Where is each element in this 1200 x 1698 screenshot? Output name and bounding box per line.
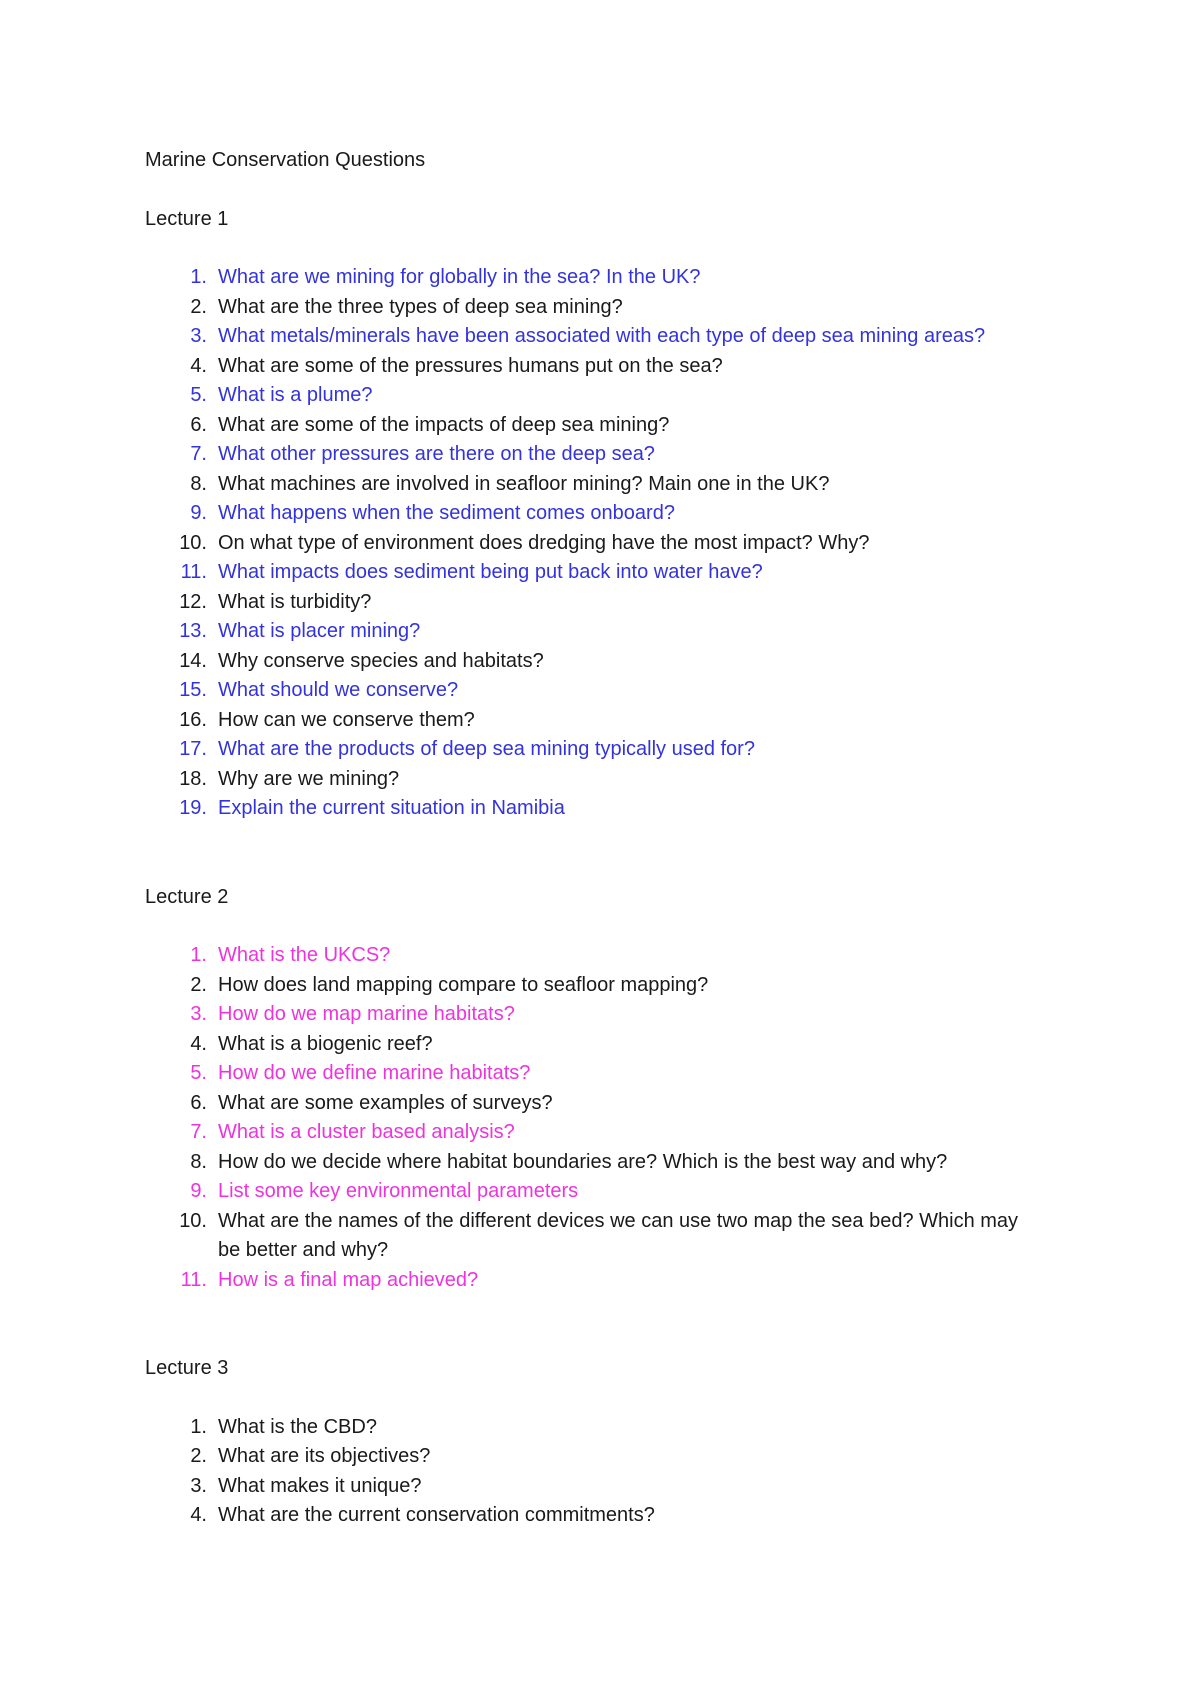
question-text: Why are we mining? <box>218 767 400 790</box>
question-text: How can we conserve them? <box>218 708 475 731</box>
question-text: On what type of environment does dredging have the most impact? Why? <box>218 531 870 554</box>
question-item <box>145 440 1045 470</box>
question-number: 19. <box>179 797 207 819</box>
question-item <box>145 1442 1045 1472</box>
question-number: 12. <box>179 590 207 613</box>
question-text: What are the products of deep sea mining typically used for? <box>218 738 755 760</box>
question-number: 8. <box>190 472 207 495</box>
question-number: 16. <box>179 708 207 731</box>
question-item <box>145 352 1045 382</box>
document-title: Marine Conservation Questions <box>145 149 426 171</box>
question-item <box>145 529 1045 559</box>
question-text: What machines are involved in seafloor mining? Main one in the UK? <box>218 472 830 495</box>
question-item <box>145 322 1045 352</box>
question-item <box>145 1000 1045 1030</box>
question-item <box>145 263 1045 293</box>
question-item <box>145 1266 1045 1296</box>
question-number: 5. <box>190 1062 207 1084</box>
question-number: 7. <box>190 1121 207 1143</box>
question-number: 3. <box>190 1474 207 1497</box>
question-number: 1. <box>190 1415 207 1438</box>
question-item <box>145 558 1045 588</box>
question-item <box>145 794 1045 824</box>
question-number: 9. <box>190 1180 207 1202</box>
question-item <box>145 676 1045 706</box>
question-text: What are some examples of surveys? <box>218 1091 553 1114</box>
question-item <box>145 381 1045 411</box>
question-item <box>145 647 1045 677</box>
question-number: 11. <box>180 561 207 583</box>
section-spacer <box>145 1295 1045 1354</box>
question-item <box>145 1030 1045 1060</box>
question-item <box>145 470 1045 500</box>
question-text: What is a cluster based analysis? <box>218 1121 515 1143</box>
question-number: 2. <box>190 973 207 996</box>
question-number: 4. <box>190 1032 207 1055</box>
question-item <box>145 588 1045 618</box>
question-item <box>145 941 1045 971</box>
question-text: What is a biogenic reef? <box>218 1032 433 1055</box>
question-text: How does land mapping compare to seafloor mapping? <box>218 973 709 996</box>
question-text: What is turbidity? <box>218 590 372 613</box>
question-text: What are some of the pressures humans put on the sea? <box>218 354 723 377</box>
question-text: Explain the current situation in Namibia <box>218 797 565 819</box>
question-number: 14. <box>179 649 207 672</box>
question-item <box>145 617 1045 647</box>
question-text: What happens when the sediment comes onboard? <box>218 502 675 524</box>
question-text: What is a plume? <box>218 384 373 406</box>
question-number: 4. <box>190 1504 207 1526</box>
question-number: 7. <box>190 443 207 465</box>
question-number: 8. <box>190 1150 207 1173</box>
question-text: How do we map marine habitats? <box>218 1003 515 1025</box>
question-text: How do we define marine habitats? <box>218 1062 531 1084</box>
question-item <box>145 1177 1045 1207</box>
question-number: 5. <box>190 384 207 406</box>
question-item <box>145 1501 1045 1531</box>
question-list <box>145 1413 1045 1531</box>
question-text: List some key environmental parameters <box>218 1180 579 1202</box>
question-item <box>145 1472 1045 1502</box>
question-number: 17. <box>179 738 207 760</box>
question-text: What should we conserve? <box>218 679 459 701</box>
lecture-heading: Lecture 2 <box>145 885 229 908</box>
question-text: What are the names of the different devices we can use two map the sea bed? Which may be better and why? <box>218 1209 1019 1261</box>
question-number: 13. <box>179 620 207 642</box>
lecture-section-3 <box>145 1354 1045 1531</box>
question-number: 4. <box>190 354 207 377</box>
question-number: 9. <box>190 502 207 524</box>
question-text: What is the CBD? <box>218 1415 377 1438</box>
question-item <box>145 735 1045 765</box>
question-text: What other pressures are there on the deep sea? <box>218 443 655 465</box>
section-spacer <box>145 824 1045 883</box>
question-item <box>145 1207 1045 1266</box>
question-item <box>145 1059 1045 1089</box>
question-text: What are its objectives? <box>218 1445 431 1467</box>
question-item <box>145 971 1045 1001</box>
question-text: How is a final map achieved? <box>218 1268 479 1291</box>
question-item <box>145 499 1045 529</box>
question-number: 2. <box>190 1445 207 1467</box>
question-text: What is the UKCS? <box>218 944 391 966</box>
lecture-section-1 <box>145 205 1045 824</box>
question-text: What impacts does sediment being put back into water have? <box>218 561 763 583</box>
question-text: What are some of the impacts of deep sea mining? <box>218 413 670 436</box>
question-number: 1. <box>190 944 207 966</box>
question-list <box>145 941 1045 1295</box>
question-number: 3. <box>190 325 207 347</box>
lectures-container <box>145 205 1045 1531</box>
question-text: Why conserve species and habitats? <box>218 649 544 672</box>
question-item <box>145 293 1045 323</box>
question-item <box>145 1118 1045 1148</box>
question-number: 6. <box>190 1091 207 1114</box>
question-text: What is placer mining? <box>218 620 421 642</box>
question-number: 1. <box>190 266 207 288</box>
question-text: What are the current conservation commitments? <box>218 1504 655 1526</box>
question-item <box>145 706 1045 736</box>
question-number: 18. <box>179 767 207 790</box>
lecture-heading: Lecture 1 <box>145 207 229 230</box>
question-number: 10. <box>179 1209 207 1232</box>
question-item <box>145 765 1045 795</box>
question-text: What makes it unique? <box>218 1474 422 1497</box>
question-number: 2. <box>190 295 207 318</box>
question-text: How do we decide where habitat boundaries are? Which is the best way and why? <box>218 1150 948 1173</box>
question-item <box>145 1413 1045 1443</box>
question-list <box>145 263 1045 824</box>
lecture-section-2 <box>145 883 1045 1296</box>
question-item <box>145 411 1045 441</box>
question-text: What are the three types of deep sea mining? <box>218 295 623 318</box>
document-content <box>145 146 1045 1531</box>
question-item <box>145 1148 1045 1178</box>
question-number: 15. <box>179 679 207 701</box>
question-text: What metals/minerals have been associated with each type of deep sea mining areas? <box>218 325 986 347</box>
question-number: 11. <box>180 1268 207 1291</box>
lecture-heading: Lecture 3 <box>145 1357 229 1379</box>
question-text: What are we mining for globally in the sea? In the UK? <box>218 266 701 288</box>
question-number: 10. <box>179 531 207 554</box>
question-number: 6. <box>190 413 207 436</box>
question-number: 3. <box>190 1003 207 1025</box>
question-item <box>145 1089 1045 1119</box>
